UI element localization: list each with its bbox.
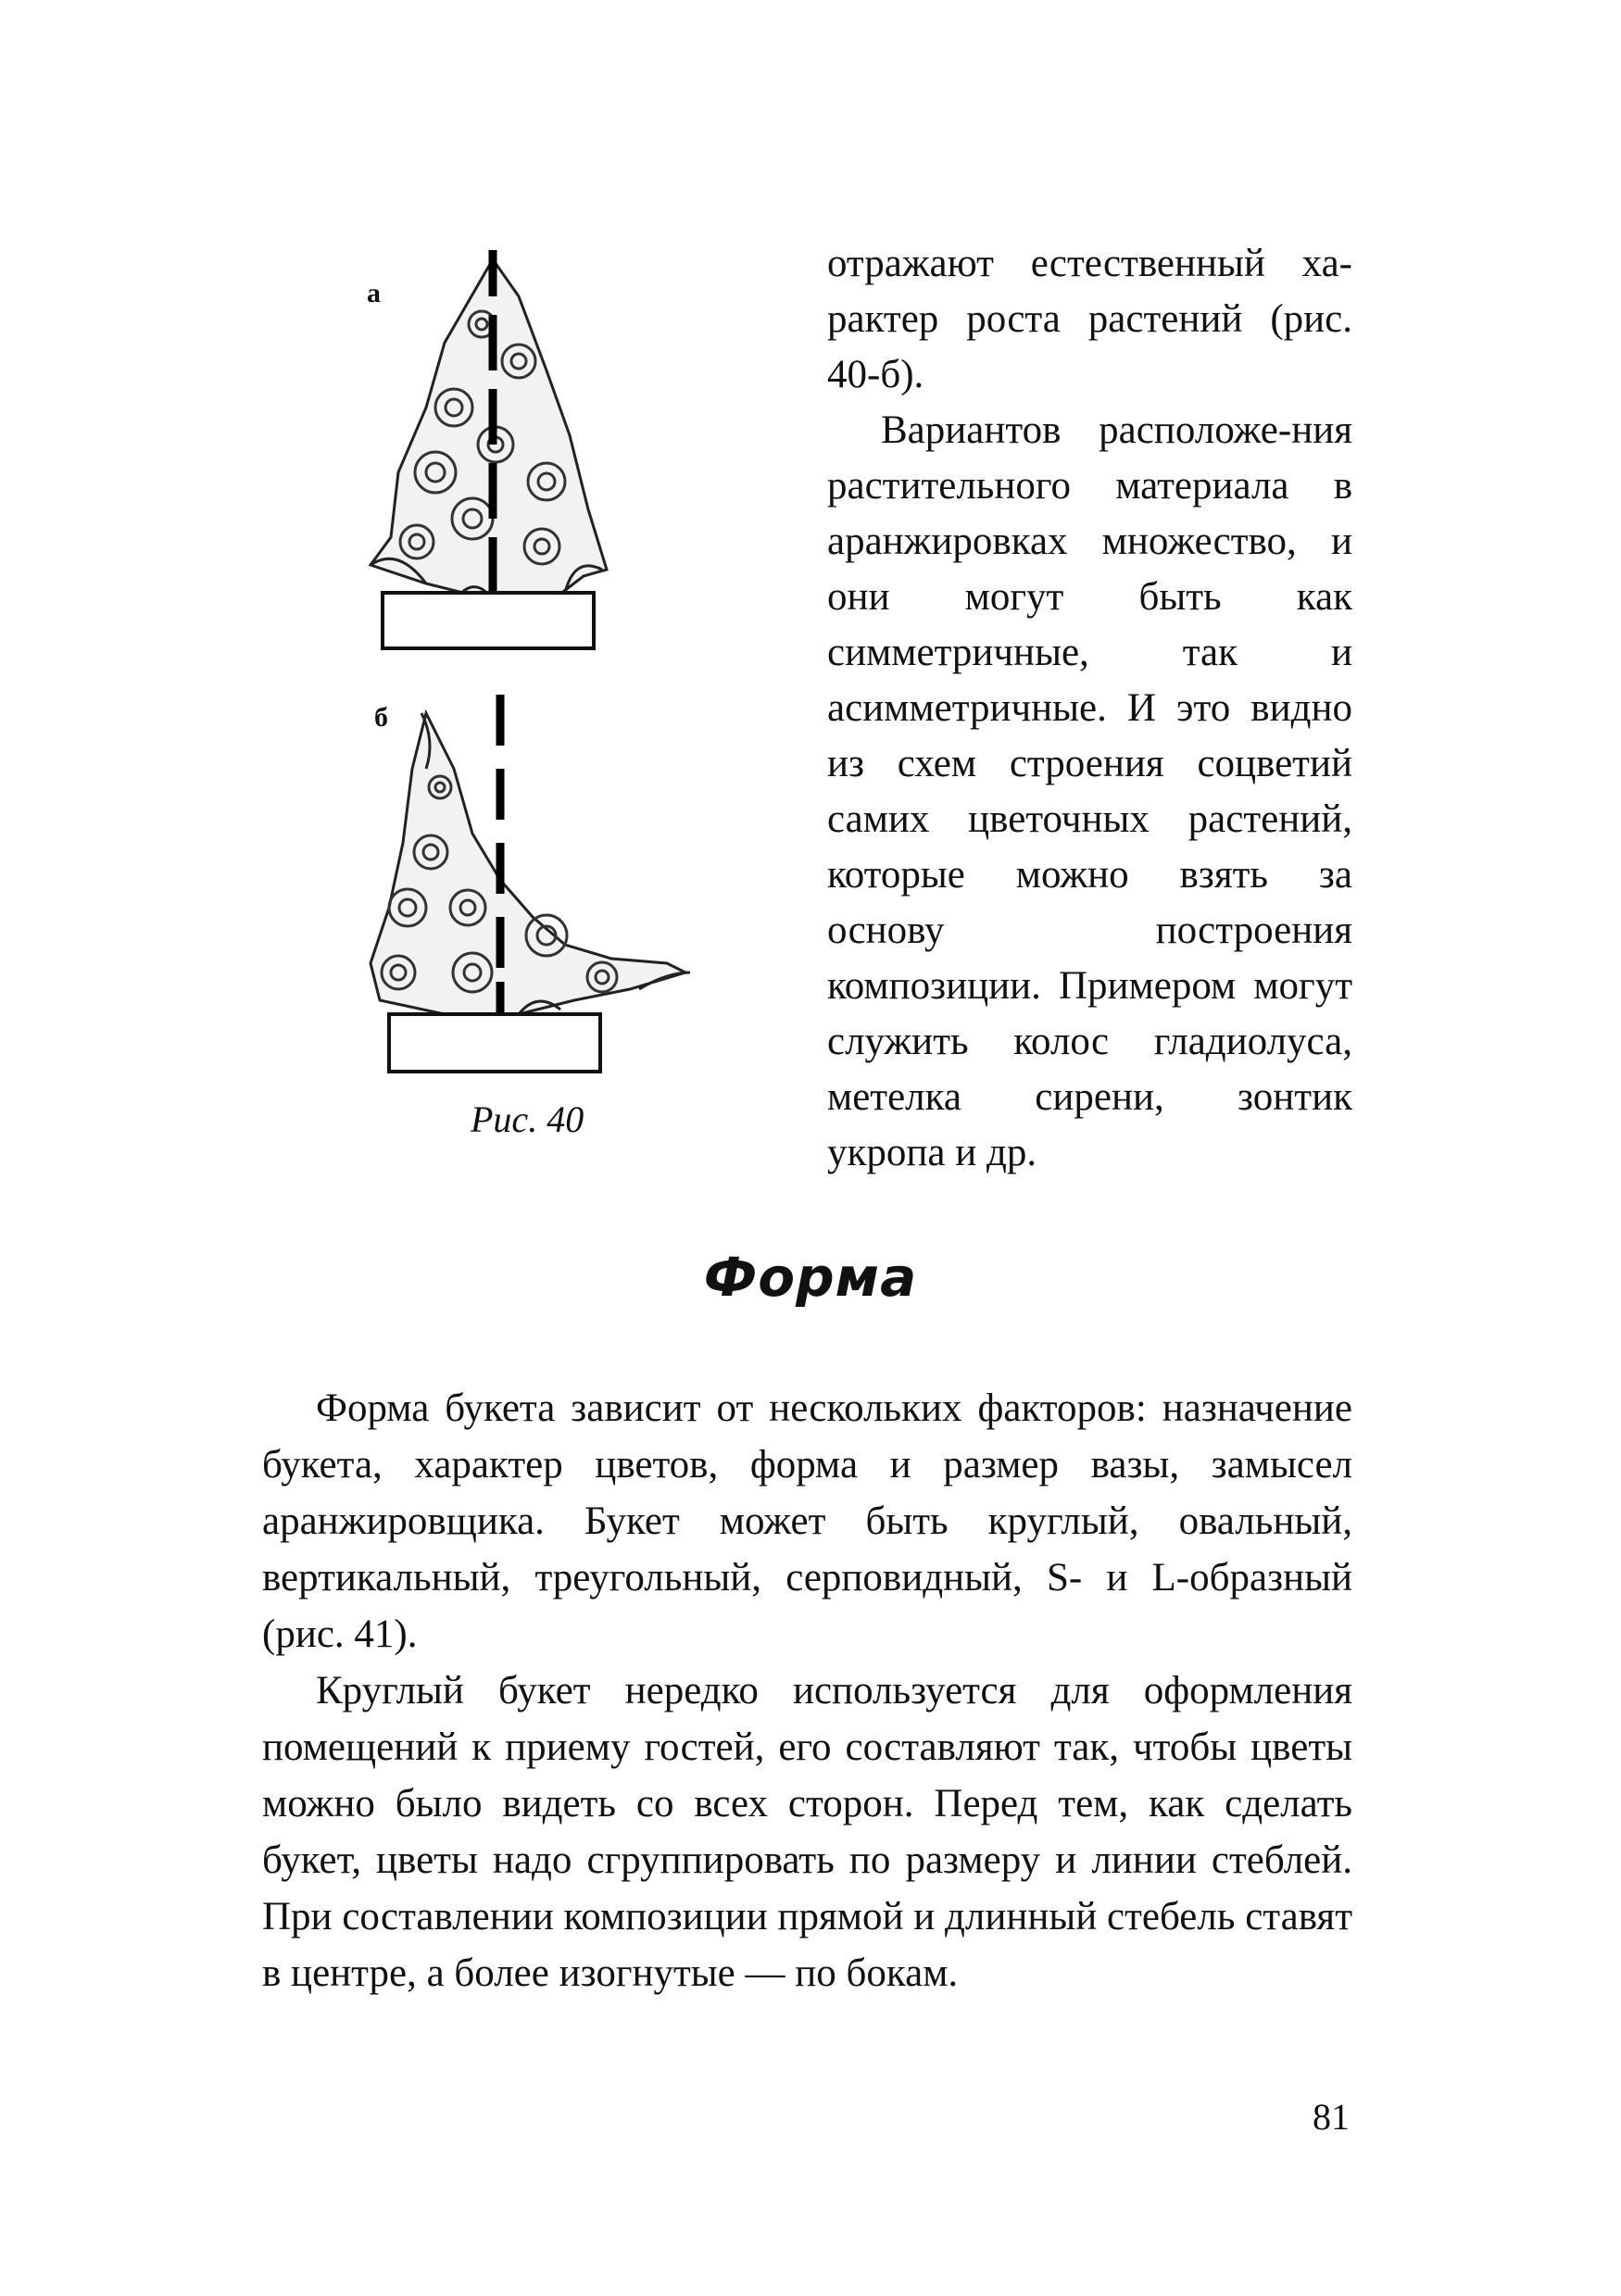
section-heading: Форма [703, 1246, 918, 1309]
figure-label-a: а [367, 278, 381, 308]
figure-40 [333, 232, 630, 1176]
right-column-text [827, 236, 1352, 1181]
symmetric-arrangement-drawing [333, 232, 630, 658]
section-body [262, 1380, 1352, 2001]
body-paragraph-1: Форма букета зависит от нескольких факторов: назначение букета, характер цветов, форма и размер вазы, замысел аранжировщика. Букет может быть круглый, овальный, вертикальный, треугольный, серповидный, S- и L-образный (рис. 41). [262, 1386, 1352, 1656]
body-paragraph-2: Круглый букет нередко используется для оформления помещений к приему гостей, его составляют так, чтобы цветы можно было видеть со всех сторон. Перед тем, как сделать букет, цветы надо сгруппировать по размеру и линии стеблей. При составлении композиции прямой и длинный стебель ставят в центре, а более изогнутые — по бокам. [262, 1669, 1352, 1995]
variants-paragraph: Вариантов расположе-ния растительного материала в аранжировках множество, и они могут быть как симметричные, так и асимметричные. И это видно из схем строения соцветий самих цветочных растений, которые можно взять за основу построения композиции. Примером могут служить колос гладиолуса, метелка сирени, зонтик укропа и др. [827, 408, 1352, 1174]
page-number: 81 [1313, 2096, 1350, 2138]
continuation-paragraph: отражают естественный ха-рактер роста растений (рис. 40-б). [827, 242, 1352, 396]
figure-caption: Рис. 40 [471, 1098, 584, 1140]
figure-label-b: б [374, 702, 388, 733]
asymmetric-arrangement-drawing [333, 695, 723, 1102]
